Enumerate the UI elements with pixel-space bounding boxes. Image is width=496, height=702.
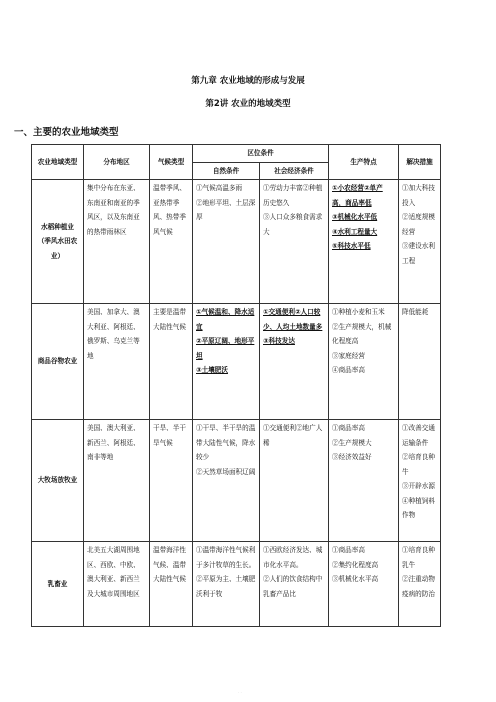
row-region: 美国、加拿大、澳大利亚、阿根廷、俄罗斯、乌克兰等地 <box>84 304 150 420</box>
list-item: ①加大科技投入 <box>402 184 435 207</box>
row-measures <box>399 180 441 304</box>
row-type-name: 乳畜业 <box>32 542 84 627</box>
row-social <box>260 180 329 304</box>
list-item: ③家庭经营 <box>332 351 365 360</box>
header-location: 区位条件 <box>193 145 329 163</box>
row-measures <box>399 542 441 627</box>
list-item: ④水利工程量大 <box>332 227 378 236</box>
list-item: ②平原为主、土壤肥沃利于牧 <box>196 575 256 598</box>
header-type: 农业地域类型 <box>32 145 84 180</box>
table-row <box>32 420 441 542</box>
row-region: 美国、澳大利亚、新西兰、阿根廷、南非等地 <box>84 420 150 542</box>
list-item: ②培育良种牛 <box>402 453 435 476</box>
header-measures: 解决措施 <box>399 145 441 180</box>
header-region: 分布地区 <box>84 145 150 180</box>
row-measures <box>399 304 441 420</box>
table-row <box>32 542 441 627</box>
list-item: ①西欧经济发达、城市化水平高。 <box>263 546 323 569</box>
list-item: ①交通便利②地广人稀 <box>263 424 323 447</box>
list-item: ③土壤肥沃 <box>196 366 228 374</box>
row-climate: 主要是温带大陆性气候 <box>150 304 193 420</box>
row-natural <box>193 420 260 542</box>
row-social <box>260 304 329 420</box>
list-item: ①商品率高 <box>332 424 365 432</box>
row-type-name: 大牧场放牧业 <box>32 420 84 542</box>
list-item: ⑤科技水平低 <box>332 242 371 250</box>
list-item: ①交通便利②人口较少、人均土地数量多 <box>263 308 323 331</box>
header-climate: 气候类型 <box>150 145 193 180</box>
row-climate: 干旱、半干旱气候 <box>150 420 193 542</box>
list-item: ④种植饲料作物 <box>402 496 435 519</box>
list-item: ①改善交通运输条件 <box>402 424 435 447</box>
list-item: ②平原辽阔、地形平坦 <box>196 337 255 360</box>
list-item: ④商品率高 <box>332 366 365 374</box>
lecture-title: 第2讲 农业的地域类型 <box>205 99 291 109</box>
header-natural: 自然条件 <box>193 163 260 180</box>
row-type-name: 水稻种植业（季风水田农业） <box>32 180 84 304</box>
list-item: ③科技发达 <box>263 337 295 345</box>
row-region: 集中分布在东亚、东南亚和南亚的季风区，以及东南亚的热带雨林区 <box>84 180 150 304</box>
list-item: ①培育良种乳牛 <box>402 546 435 569</box>
row-climate: 温带季风、亚热带季风、热带季风气候 <box>150 180 193 304</box>
row-features <box>329 542 399 627</box>
list-item: ②注重动物疫病的防治 <box>402 575 435 598</box>
row-features <box>329 180 399 304</box>
row-type-name: 商品谷物农业 <box>32 304 84 420</box>
list-item: ③人口众多粮食需求大 <box>263 213 323 236</box>
row-measures <box>399 420 441 542</box>
list-item: ③经济效益好 <box>332 453 372 461</box>
list-item: ③机械化水平低 <box>332 213 378 221</box>
header-features: 生产特点 <box>329 145 399 180</box>
list-item: ②生产规模大，机械化程度高 <box>332 322 392 345</box>
list-item: ③开辟水源 <box>402 482 435 490</box>
row-region: 北美五大湖周围地区、西欧、中欧、澳大利亚、新西兰及大城市周围地区 <box>84 542 150 627</box>
list-item: ①气候高温多雨 <box>196 184 243 192</box>
list-item: ①干旱、半干旱的温带大陆性气候，降水较少 <box>196 424 256 461</box>
list-item: ③机械化水平高 <box>332 575 379 583</box>
list-item: ②天然草场面积辽阔 <box>196 467 256 476</box>
list-item: ②人们的饮食结构中乳畜产品比 <box>263 575 323 598</box>
page-marker: · · <box>238 690 242 695</box>
table-row <box>32 304 441 420</box>
row-social <box>260 420 329 542</box>
list-item: ①种植小麦和玉米 <box>332 308 385 316</box>
list-item: ①商品率高 <box>332 546 365 554</box>
list-item: 降低能耗 <box>402 308 429 316</box>
table-row <box>32 180 441 304</box>
header-social: 社会经济条件 <box>260 163 329 180</box>
list-item: ①小农经营②单产高，商品率低 <box>332 184 383 207</box>
row-features <box>329 304 399 420</box>
list-item: ②地形平坦、土层深厚 <box>196 198 256 221</box>
chapter-title: 第九章 农业地域的形成与发展 <box>191 76 305 86</box>
row-natural <box>193 304 260 420</box>
section-title: 一、主要的农业地域类型 <box>14 127 119 138</box>
list-item: ②集约化程度高 <box>332 560 379 569</box>
list-item: ③建设水利工程 <box>402 242 435 265</box>
list-item: ①气候温和、降水适宜 <box>196 308 255 331</box>
list-item: ②适度规模经营 <box>402 213 435 236</box>
row-natural <box>193 180 260 304</box>
row-features <box>329 420 399 542</box>
list-item: ①劳动力丰富②种植历史悠久 <box>263 184 323 207</box>
agriculture-table <box>31 144 441 627</box>
row-social <box>260 542 329 627</box>
row-natural <box>193 542 260 627</box>
list-item: ②生产规模大 <box>332 438 372 447</box>
row-climate: 温带海洋性气候、温带大陆性气候 <box>150 542 193 627</box>
list-item: ①温带海洋性气候利于多汁牧草的生长。 <box>196 546 256 569</box>
